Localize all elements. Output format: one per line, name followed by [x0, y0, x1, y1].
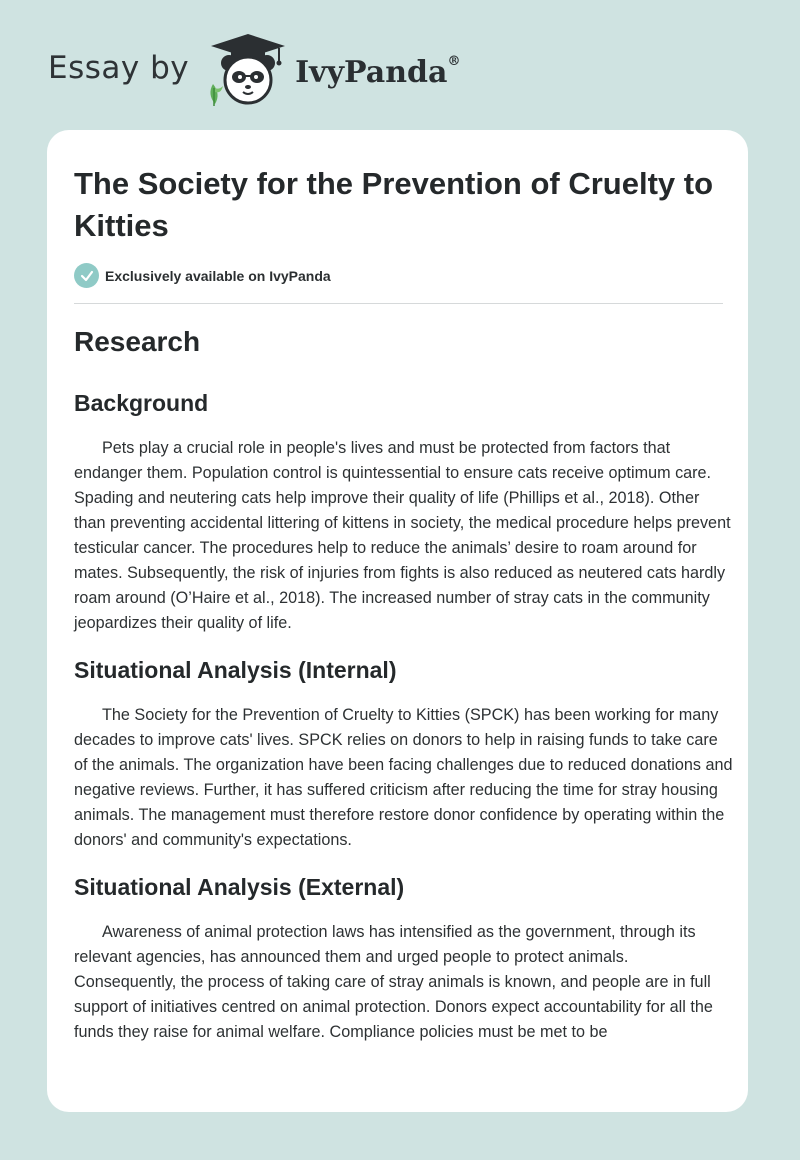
brand-prefix: Essay by [48, 50, 190, 86]
registered-mark: ® [447, 53, 461, 69]
brand-name [295, 55, 460, 90]
brand-header[interactable] [48, 30, 460, 110]
section-heading-research: Research [74, 326, 201, 357]
page-title: The Society for the Prevention of Cruelty to Kitties [74, 166, 714, 243]
paragraph-external-analysis: Awareness of animal protection laws has intensified as the government, through its relevant agencies, has announced them and urged people to protect animals. Consequently, the process of taking care of stray animals is known, and people are in full support of initiatives centred on animal protection. Donors expect accountability for all the funds they raise for animal welfare. Compliance policies must be met to be [74, 923, 713, 1041]
panda-logo-icon [205, 32, 291, 108]
divider [74, 303, 723, 304]
subheading-internal-analysis: Situational Analysis (Internal) [74, 657, 397, 683]
essay-card [47, 130, 748, 1112]
paragraph-background: Pets play a crucial role in people's lives and must be protected from factors that endanger them. Population control is quintessential to ensure cats receive optimum care. Spading and neutering cats help improve their quality of life (Phillips et al., 2018). Other than preventing accidental littering of kittens in society, the medical procedure helps prevent testicular cancer. The procedures help to reduce the animals’ desire to roam around for mates. Subsequently, the risk of injuries from fights is also reduced as neutered cats hardly roam around (O’Haire et al., 2018). The increased number of stray cats in the community jeopardizes their quality of life. [74, 439, 731, 632]
brand-name-text: IvyPanda [295, 54, 448, 90]
paragraph-internal-analysis: The Society for the Prevention of Cruelty to Kitties (SPCK) has been working for many decades to improve cats' lives. SPCK relies on donors to help in raising funds to take care of the animals. The organization have been facing challenges due to reduced donations and negative reviews. Further, it has suffered criticism after reducing the time for stray housing animals. The management must therefore restore donor confidence by operating within the donors' and community's expectations. [74, 706, 733, 849]
subheading-background: Background [74, 390, 209, 416]
subheading-external-analysis: Situational Analysis (External) [74, 874, 405, 900]
check-icon [74, 263, 99, 288]
exclusive-badge [74, 263, 331, 288]
exclusive-badge-label: Exclusively available on IvyPanda [105, 267, 331, 284]
